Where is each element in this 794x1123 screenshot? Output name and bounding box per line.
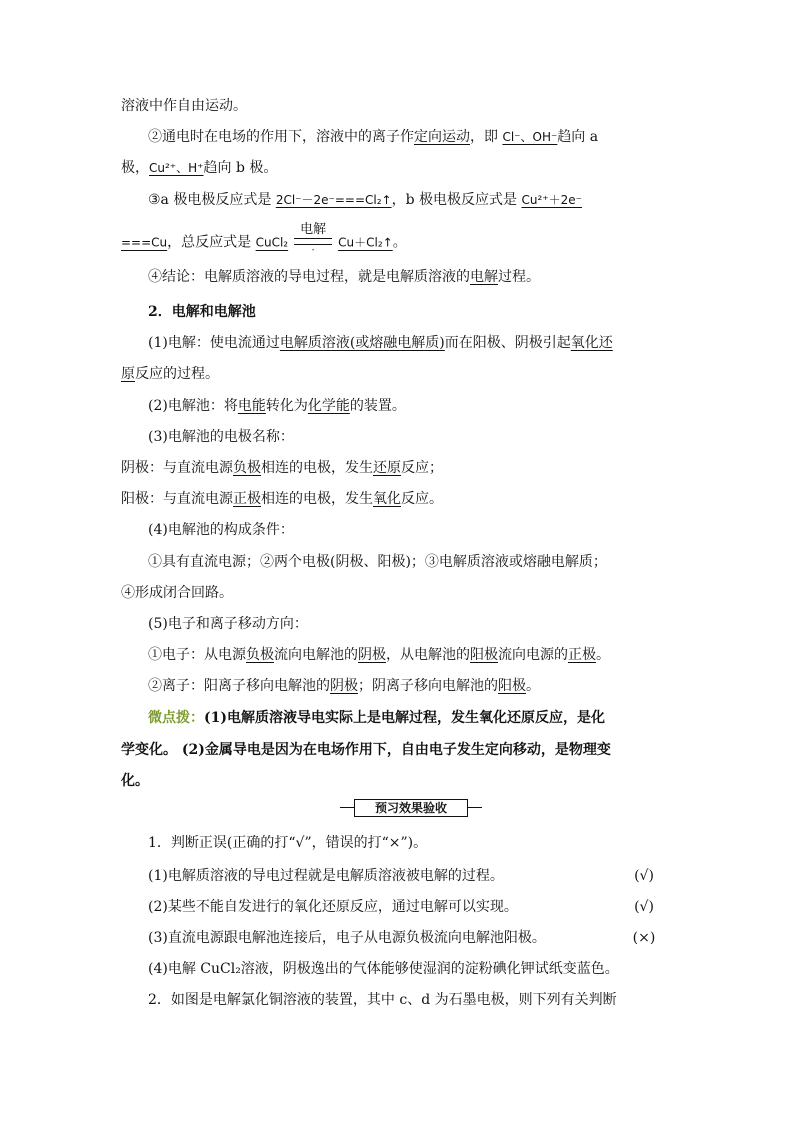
answer-mark-2: (√) xyxy=(634,899,654,915)
intro-line-1: 溶液中作自由运动。 xyxy=(121,98,247,114)
electron-movement: ①电子：从电源负极流向电解池的阴极，从电解池的阳极流向电源的正极。 xyxy=(148,647,610,663)
definition-cell: (2)电解池：将电能转化为化学能的装置。 xyxy=(148,398,406,414)
movement-heading: (5)电子和离子移动方向： xyxy=(148,616,308,632)
cathode-line: 阴极：与直流电源负极相连的电极，发生还原反应； xyxy=(121,460,443,476)
question-1-item-1: (1)电解质溶液的导电过程就是电解质溶液被电解的过程。 xyxy=(148,868,504,884)
question-1-item-2: (2)某些不能自发进行的氧化还原反应，通过电解可以实现。 xyxy=(148,899,518,915)
intro-conclusion: ④结论：电解质溶液的导电过程，就是电解质溶液的电解过程。 xyxy=(148,269,540,285)
intro-line-2: ②通电时在电场的作用下，溶液中的离子作定向运动，即 Cl⁻、OH⁻趋向 a xyxy=(148,129,599,145)
section-banner xyxy=(340,796,482,820)
tip-line-2: 学变化。 (2)金属导电是因为在电场作用下，自由电子发生定向移动，是物理变 xyxy=(121,742,611,758)
intro-line-3: 极，Cu²⁺、H⁺趋向 b 极。 xyxy=(121,160,278,176)
answer-mark-3: (×) xyxy=(632,930,656,946)
electrolysis-condition: 电解 - xyxy=(294,222,332,255)
question-1-item-3: (3)直流电源跟电解池连接后，电子从电源负极流向电解池阳极。 xyxy=(148,930,546,946)
conditions-line-1: ①具有直流电源；②两个电极(阴极、阳极)；③电解质溶液或熔融电解质； xyxy=(148,554,607,570)
question-2: 2．如图是电解氯化铜溶液的装置，其中 c、d 为石墨电极，则下列有关判断 xyxy=(148,992,617,1008)
answer-mark-1: (√) xyxy=(634,868,654,884)
conditions-line-2: ④形成闭合回路。 xyxy=(121,585,233,601)
definition-electrolysis: (1)电解：使电流通过电解质溶液(或熔融电解质)而在阳极、阴极引起氧化还 xyxy=(148,335,613,351)
tip-label: 微点拨： xyxy=(148,710,204,726)
definition-electrolysis-cont: 原反应的过程。 xyxy=(121,366,219,382)
electrode-names-heading: (3)电解池的电极名称： xyxy=(148,429,294,445)
question-1: 1．判断正误(正确的打“√”，错误的打“×”)。 xyxy=(148,835,428,851)
conditions-heading: (4)电解池的构成条件： xyxy=(148,522,294,538)
tip-line-1: 微点拨：(1)电解质溶液导电实际上是电解过程，发生氧化还原反应，是化 xyxy=(148,710,605,726)
question-1-item-4: (4)电解 CuCl₂溶液，阴极逸出的气体能够使湿润的淀粉碘化钾试纸变蓝色。 xyxy=(148,961,619,977)
section-2-heading: 2．电解和电解池 xyxy=(148,304,256,320)
intro-line-4: ③a 极电极反应式是 2Cl⁻－2e⁻===Cl₂↑，b 极电极反应式是 Cu²⁺＋2e⁻ xyxy=(148,192,582,208)
tip-line-3: 化。 xyxy=(121,773,149,789)
banner-title: 预习效果验收 xyxy=(354,799,468,817)
ion-movement: ②离子：阳离子移向电解池的阴极；阴离子移向电解池的阳极。 xyxy=(148,678,540,694)
intro-line-5-total-equation: ===Cu，总反应式是 CuCl₂ 电解 - Cu＋Cl₂↑。 xyxy=(121,222,407,254)
anode-line: 阳极：与直流电源正极相连的电极，发生氧化反应。 xyxy=(121,491,443,507)
